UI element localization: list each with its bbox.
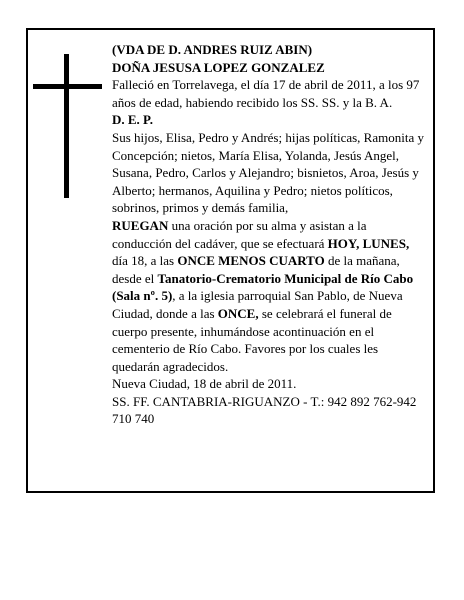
date-line: Nueva Ciudad, 18 de abril de 2011.: [112, 376, 297, 392]
family-list: Sus hijos, Elisa, Pedro y Andrés; hijas políticas, Ramonita y Concepción; nietos, María Elisa, Yolanda, Jesús Angel, Susana, Pedro, Carlos y Alejandro; bisnietos, Aroa, Jesús y Alberto; hermanos, Aquilina y Pedro; nietos políticos, sobrinos, primos y demás familia,: [112, 129, 424, 216]
deceased-name: [112, 59, 425, 77]
dep-text: D. E. P.: [112, 112, 154, 128]
deceased-name-text: DOÑA JESUSA LOPEZ GONZALEZ: [112, 59, 325, 75]
request-text-1: una oración por su alma y asistan a la conducción del cadáver, que se efectuará: [112, 217, 367, 251]
cross-horizontal-bar: [33, 84, 102, 89]
once-menos-cuarto-text: ONCE MENOS CUARTO: [177, 253, 325, 269]
funeral-request: [112, 217, 425, 375]
widow-heading-text: (VDA DE D. ANDRES RUIZ ABIN): [112, 42, 313, 57]
request-text-5: se celebrará el funeral de cuerpo presente, inhumándose acontinuación en el cementerio de Río Cabo. Favores por los cuales les quedarán agradecidos.: [112, 305, 392, 374]
dep-line: [112, 111, 425, 129]
obituary-text: [112, 41, 425, 428]
request-text-2: día 18, a las: [112, 253, 178, 269]
request-text-4: , a la iglesia parroquial San Pablo, de Nueva Ciudad, donde a las: [112, 288, 403, 321]
funeral-home: SS. FF. CANTABRIA-RIGUANZO - T.: 942 892 762-942 710 740: [112, 393, 417, 427]
widow-heading: [112, 41, 425, 59]
request-text-3: de la mañana, desde el: [112, 253, 400, 286]
cross-vertical-bar: [64, 54, 69, 198]
ruegan-text: RUEGAN: [112, 217, 169, 233]
once-text: ONCE,: [217, 305, 259, 321]
cross-icon: [33, 54, 102, 198]
death-info: Falleció en Torrelavega, el día 17 de abril de 2011, a los 97 años de edad, habiendo recibido los SS. SS. y la B. A.: [112, 77, 420, 110]
hoy-lunes-text: HOY, LUNES,: [327, 235, 410, 251]
tanatorio-text: Tanatorio-Crematorio Municipal de Río Cabo (Sala nº. 5): [112, 270, 414, 304]
